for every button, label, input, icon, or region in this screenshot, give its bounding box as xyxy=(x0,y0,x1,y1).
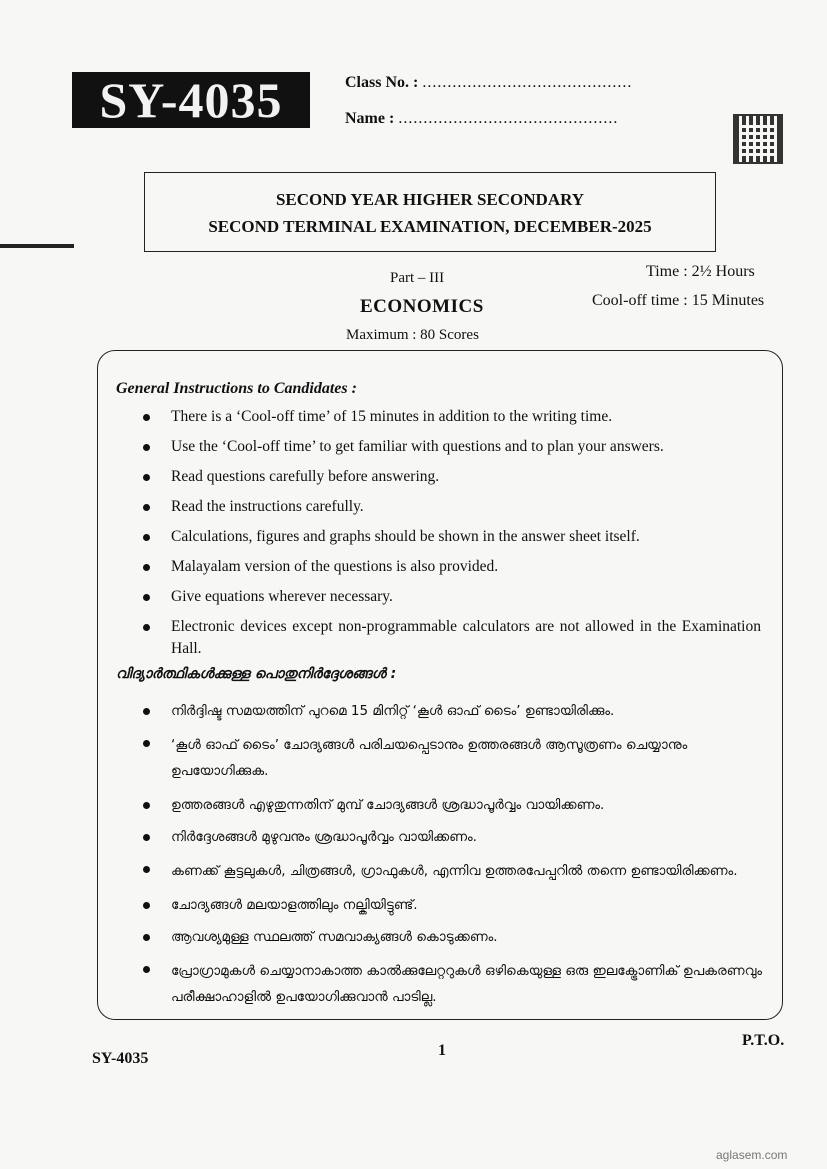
please-turn-over: P.T.O. xyxy=(742,1032,785,1049)
qr-code-icon xyxy=(733,114,783,164)
malayalam-instructions-list xyxy=(143,700,763,1010)
english-instructions-list xyxy=(143,406,761,660)
list-item: ‘കൂൾ ഓഫ് ടൈം’ ചോദ്യങ്ങൾ പരിചയപ്പെടാനും ഉത്തരങ്ങൾ ആസൂത്രണം ചെയ്യാനും ഉപയോഗിക്കുക. xyxy=(143,732,763,784)
name-blank: ............................................ xyxy=(398,110,619,127)
paper-code-badge: SY-4035 xyxy=(72,72,310,128)
class-number-field xyxy=(345,74,632,92)
name-label: Name : xyxy=(345,110,395,127)
exam-title-line1: SECOND YEAR HIGHER SECONDARY xyxy=(275,190,585,209)
english-instructions-heading: General Instructions to Candidates : xyxy=(116,380,357,397)
list-item: Malayalam version of the questions is also provided. xyxy=(143,556,761,578)
list-item: Electronic devices except non-programmable calculators are not allowed in the Examination Hall. xyxy=(143,616,761,660)
list-item: നിർദ്ദേശങ്ങൾ മുഴുവനും ശ്രദ്ധാപൂർവ്വം വായിക്കണം. xyxy=(143,826,763,848)
name-field xyxy=(345,110,618,128)
list-item: നിർദ്ദിഷ്ട സമയത്തിന് പുറമെ 15 മിനിറ്റ് ‘കൂൾ ഓഫ് ടൈം’ ഉണ്ടായിരിക്കും. xyxy=(143,700,763,722)
site-watermark: aglasem.com xyxy=(716,1148,788,1162)
margin-rule xyxy=(0,244,74,248)
list-item: Read the instructions carefully. xyxy=(143,496,761,518)
list-item: Calculations, figures and graphs should be shown in the answer sheet itself. xyxy=(143,526,761,548)
list-item: ചോദ്യങ്ങൾ മലയാളത്തിലും നല്കിയിട്ടുണ്ട്. xyxy=(143,894,763,916)
part-label: Part – III xyxy=(390,270,445,286)
list-item: Give equations wherever necessary. xyxy=(143,586,761,608)
cool-off-time: Cool-off time : 15 Minutes xyxy=(592,292,765,309)
exam-duration: Time : 2½ Hours xyxy=(646,263,755,280)
footer-paper-code: SY-4035 xyxy=(92,1050,149,1067)
subject-title: ECONOMICS xyxy=(360,296,484,317)
exam-title-line2: SECOND TERMINAL EXAMINATION, DECEMBER-2025 xyxy=(208,217,652,236)
list-item: കണക്ക് കൂട്ടലുകൾ, ചിത്രങ്ങൾ, ഗ്രാഫുകൾ, എന്നിവ ഉത്തരപേപ്പറിൽ തന്നെ ഉണ്ടായിരിക്കണം. xyxy=(143,858,763,884)
exam-title-box xyxy=(144,172,716,252)
list-item: Read questions carefully before answering. xyxy=(143,466,761,488)
class-number-blank: .......................................... xyxy=(422,74,633,91)
list-item: There is a ‘Cool-off time’ of 15 minutes in addition to the writing time. xyxy=(143,406,761,428)
list-item: ഉത്തരങ്ങൾ എഴുതുന്നതിന് മുമ്പ് ചോദ്യങ്ങൾ ശ്രദ്ധാപൂർവ്വം വായിക്കണം. xyxy=(143,794,763,816)
maximum-scores: Maximum : 80 Scores xyxy=(346,327,479,343)
class-number-label: Class No. : xyxy=(345,74,419,91)
list-item: പ്രോഗ്രാമുകൾ ചെയ്യാനാകാത്ത കാൽക്കുലേറ്ററുകൾ ഒഴികെയുള്ള ഒരു ഇലക്ട്രോണിക് ഉപകരണവും പരീക്ഷാഹാളിൽ ഉപയോഗിക്കുവാൻ പാടില്ല. xyxy=(143,958,763,1010)
list-item: ആവശ്യമുള്ള സ്ഥലത്ത് സമവാക്യങ്ങൾ കൊടുക്കണം. xyxy=(143,926,763,948)
page-number: 1 xyxy=(438,1042,446,1059)
list-item: Use the ‘Cool-off time’ to get familiar with questions and to plan your answers. xyxy=(143,436,761,458)
malayalam-instructions-heading: വിദ്യാർത്ഥികൾക്കുള്ള പൊതുനിർദ്ദേശങ്ങൾ : xyxy=(116,666,397,682)
